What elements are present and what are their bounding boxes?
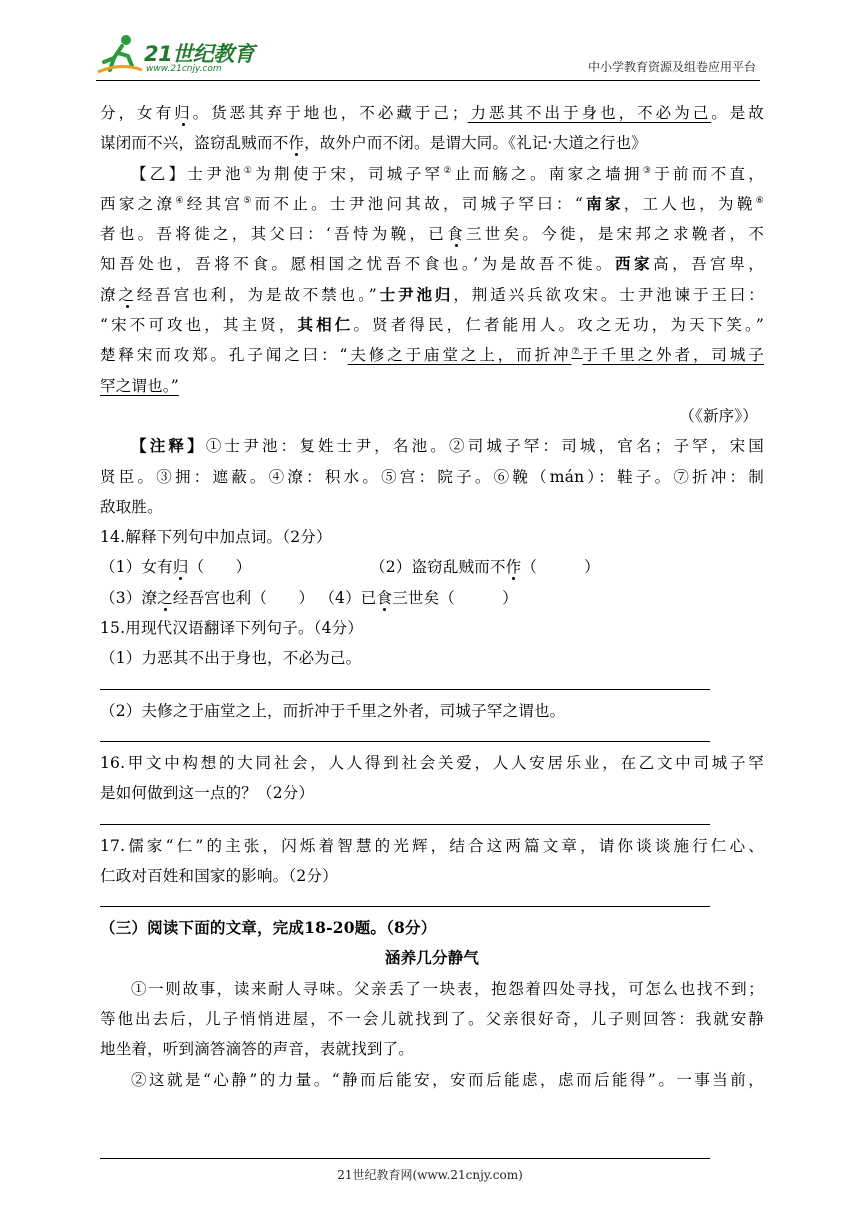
article-paragraph: 等他出去后，儿子悄悄进屋，不一会儿就找到了。父亲很好奇，儿子则回答：我就安静 [100,1010,764,1029]
text-line: 西家之潦④经其宫⑤而不止。士尹池问其故，司城子罕曰：“南家，工人也，为鞔⑥ [100,193,764,213]
notes-line: 贤臣。③拥：遮蔽。④潦：积水。⑤宫：院子。⑥鞔（mán）：鞋子。⑦折冲：制 [100,467,764,486]
text-line: 潦之经吾宫也利，为是故不禁也。”士尹池归，荆适兴兵欲攻宋。士尹池谏于王曰： [100,284,764,304]
answer-line[interactable] [100,689,710,690]
article-title: 涵养几分静气 [384,948,480,968]
footer-divider [100,1158,710,1159]
runner-icon [96,32,144,76]
question-17: 17.儒家“仁”的主张，闪烁着智慧的光辉，结合这两篇文章，请你谈谈施行仁心、 [100,836,764,855]
article-paragraph: ①一则故事，读来耐人寻味。父亲丢了一块表，抱怨着四处寻找，可怎么也找不到； [131,979,764,998]
text-line: “宋不可攻也，其主贤，其相仁。贤者得民，仁者能用人。攻之无功，为天下笑。” [100,315,764,335]
text-line: 知吾处也，吾将不食。愿相国之忧吾不食也。’为是故吾不徙。西家高，吾宫卑， [100,254,764,274]
text-line: 分，女有归。货恶其弃于地也，不必藏于己；力恶其不出于身也，不必为己。是故 [100,104,764,122]
question-14-items-row1: （1）女有归（ ） （2）盗窃乱贼而不作（ ） [100,558,600,577]
article-paragraph: 地坐着，听到滴答滴答的声音，表就找到了。 [100,1040,415,1059]
question-17-cont: 仁政对百姓和国家的影响。（2分） [100,866,338,885]
question-15-item-2: （2）夫修之于庙堂之上，而折冲于千里之外者，司城子罕之谓也。 [100,701,566,720]
text-line: 【乙】士尹池①为荆使于宋，司城子罕②止而觞之。南家之墙拥③于前而不直， [131,164,764,183]
page-footer: 21世纪教育网(www.21cnjy.com) [337,1168,523,1182]
answer-line[interactable] [100,906,710,907]
logo-text: 21世纪教育 [144,42,255,66]
answer-line[interactable] [100,824,710,825]
section-3-heading: （三）阅读下面的文章，完成18-20题。（8分） [100,918,437,938]
article-paragraph: ②这就是“心静”的力量。“静而后能安，安而后能虑，虑而后能得”。一事当前， [131,1070,764,1089]
question-15: 15.用现代汉语翻译下列句子。（4分） [100,619,364,638]
text-line: 者也。吾将徙之，其父曰：‘吾恃为鞔，已食三世矣。今徙，是宋邦之求鞔者，不 [100,225,765,244]
question-16-cont: 是如何做到这一点的？（2分） [100,784,315,803]
notes-line: 敌取胜。 [100,497,163,516]
question-15-item-1: （1）力恶其不出于身也，不必为己。 [100,649,362,668]
site-logo [96,32,266,76]
document-body [100,98,764,1095]
question-14-items-row2: （3）潦之经吾宫也利（ ） （4）已食三世矣（ ） [100,588,518,607]
page-header [96,32,760,81]
source-citation: （《新序》） [679,406,758,425]
question-14: 14.解释下列句中加点词。（2分） [100,528,332,547]
notes-line: 【注释】①士尹池：复姓士尹，名池。②司城子罕：司城，官名；子罕，宋国 [131,436,764,456]
question-16: 16.甲文中构想的大同社会，人人得到社会关爱，人人安居乐业，在乙文中司城子罕 [100,753,764,772]
answer-line[interactable] [100,741,710,742]
logo-url: www.21cnjy.com [146,64,222,74]
header-platform-text: 中小学教育资源及组卷应用平台 [587,60,756,74]
text-line: 楚释宋而攻郑。孔子闻之曰：“夫修之于庙堂之上，而折冲⑦于千里之外者，司城子 [100,346,764,365]
text-line: 罕之谓也。” [100,376,179,395]
text-line: 谋闭而不兴，盗窃乱贼而不作，故外户而不闭。是谓大同。《礼记·大道之行也》 [100,134,647,153]
